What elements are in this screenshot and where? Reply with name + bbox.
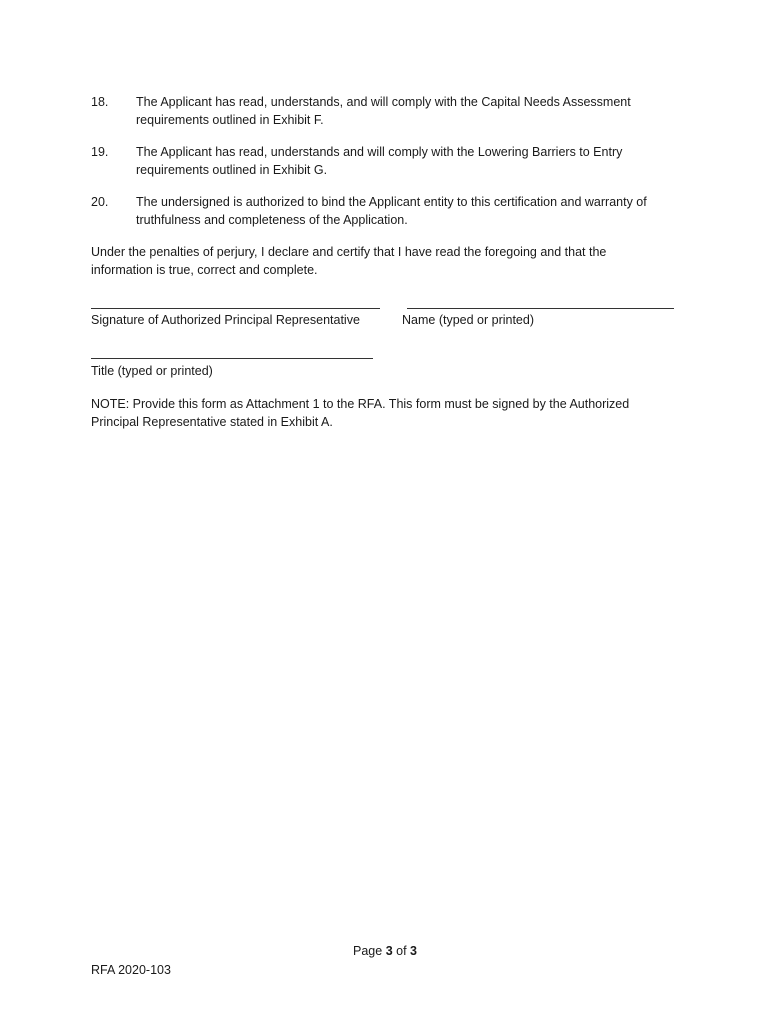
page-current: 3: [385, 944, 393, 958]
signature-caption: Signature of Authorized Principal Representative: [91, 313, 360, 327]
name-line[interactable]: [407, 307, 674, 309]
title-caption: Title (typed or printed): [91, 364, 213, 378]
item-number: 19.: [91, 145, 109, 159]
item-text: The Applicant has read, understands and will comply with the Lowering Barriers to Entry requirements outlined in Exhibit G.: [136, 145, 623, 177]
item-number: 20.: [91, 195, 109, 209]
page-total: 3: [410, 944, 417, 958]
list-item-20: [91, 193, 681, 229]
item-number: 18.: [91, 95, 109, 109]
perjury-declaration: Under the penalties of perjury, I declare and certify that I have read the foregoing and that the information is true, correct and complete.: [91, 245, 607, 277]
page-of: of: [396, 944, 407, 958]
name-caption: Name (typed or printed): [402, 313, 535, 327]
list-item-18: [91, 93, 681, 129]
note-paragraph: NOTE: Provide this form as Attachment 1 to the RFA. This form must be signed by the Authorized Principal Representative stated in Exhibit A.: [91, 397, 630, 429]
item-text: The undersigned is authorized to bind the Applicant entity to this certification and warranty of truthfulness and completeness of the Application.: [136, 195, 647, 227]
page-number: [0, 942, 770, 960]
document-id: RFA 2020-103: [91, 963, 171, 977]
page-word: Page: [353, 944, 383, 958]
signature-line[interactable]: [91, 307, 380, 309]
list-item-19: [91, 143, 681, 179]
item-text: The Applicant has read, understands, and will comply with the Capital Needs Assessment requirements outlined in Exhibit F.: [136, 95, 631, 127]
title-line[interactable]: [91, 357, 373, 359]
